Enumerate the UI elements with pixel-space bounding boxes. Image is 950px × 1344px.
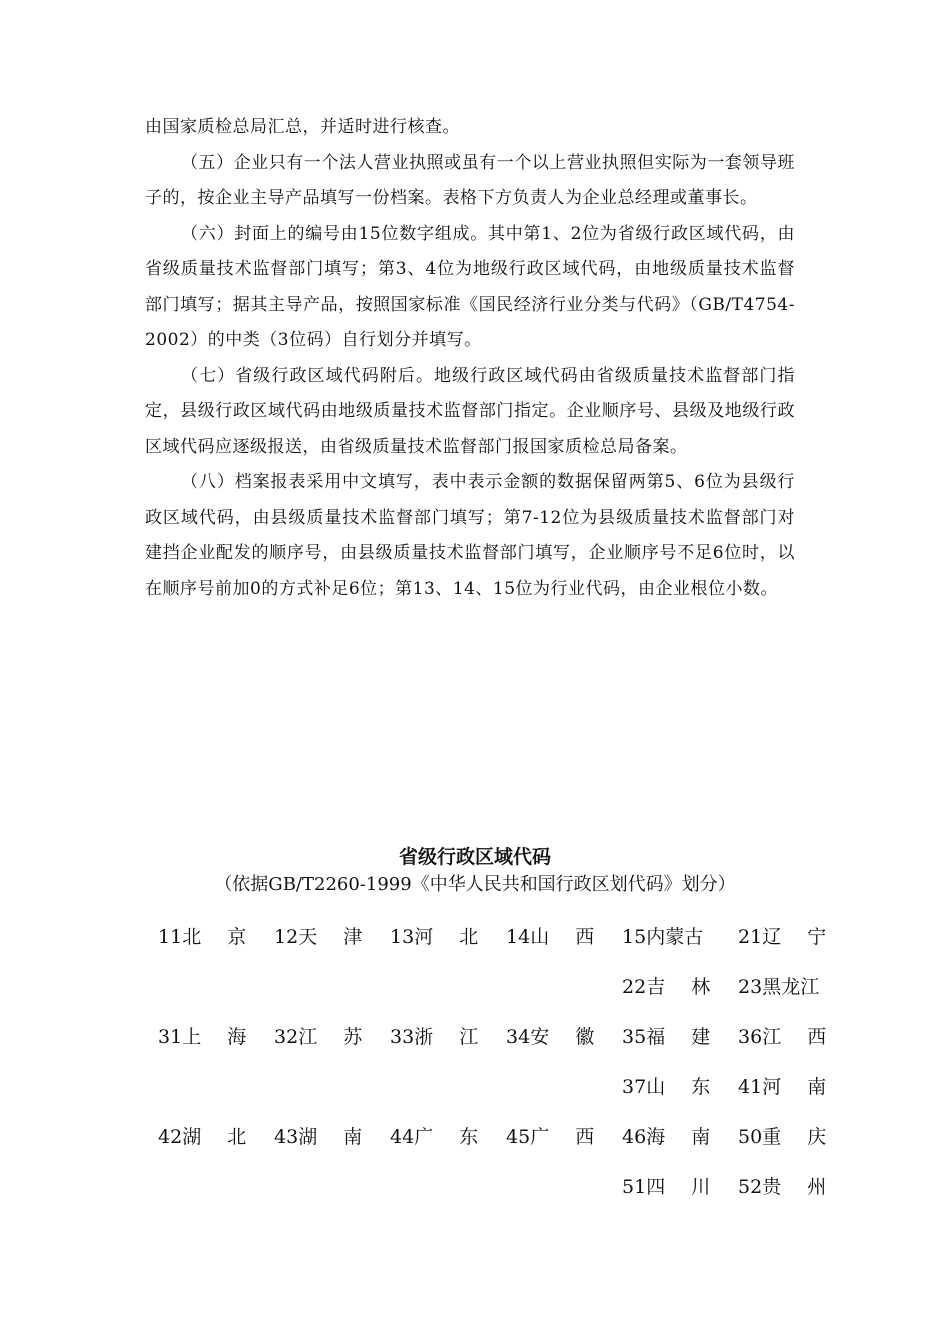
region-code: 34 <box>506 1026 531 1048</box>
region-name: 重庆 <box>762 1126 853 1148</box>
region-code: 33 <box>390 1026 415 1048</box>
codes-section-subtitle: （依据GB/T2260-1999《中华人民共和国行政区划代码》划分） <box>214 874 736 895</box>
region-code: 13 <box>390 926 415 948</box>
region-code-item <box>158 1018 272 1056</box>
instructions-body <box>145 110 795 607</box>
region-name: 湖北 <box>182 1126 273 1148</box>
region-name: 四川 <box>646 1176 737 1198</box>
region-name: 吉林 <box>646 976 737 998</box>
region-code: 45 <box>506 1126 531 1148</box>
region-code: 41 <box>738 1076 763 1098</box>
region-name: 江苏 <box>298 1026 389 1048</box>
region-code: 42 <box>158 1126 183 1148</box>
codes-section-title: 省级行政区域代码 <box>398 846 551 868</box>
region-code-item <box>506 918 620 956</box>
region-code: 11 <box>158 926 183 948</box>
region-code-item <box>274 1118 388 1156</box>
region-name: 内蒙古 <box>646 926 704 948</box>
region-code: 23 <box>738 976 763 998</box>
region-name: 湖南 <box>298 1126 389 1148</box>
region-code-item <box>390 1018 504 1056</box>
paragraph-item-8: （八）档案报表采用中文填写，表中表示金额的数据保留两第5、6位为县级行政区域代码，由县级质量技术监督部门填写；第7-12位为县级质量技术监督部门对建挡企业配发的顺序号，由县级质量技术监督部门填写，企业顺序号不足6位时，以在顺序号前加0的方式补足6位；第13、14、15位为行业代码，由企业根位小数。 <box>145 472 795 599</box>
region-name: 广东 <box>414 1126 505 1148</box>
region-code-item <box>506 1018 620 1056</box>
region-code: 21 <box>738 926 763 948</box>
region-code-item <box>738 1118 852 1156</box>
region-code: 51 <box>622 1176 647 1198</box>
paragraph-item-6: （六）封面上的编号由15位数字组成。其中第1、2位为省级行政区域代码，由省级质量技术监督部门填写；第3、4位为地级行政区域代码，由地级质量技术监督部门填写；据其主导产品，按照国家标准《国民经济行业分类与代码》（GB/T4754-2002）的中类（3位码）自行划分并填写。 <box>145 223 795 350</box>
region-name: 山西 <box>530 926 621 948</box>
region-code-item <box>506 1118 620 1156</box>
region-name: 海南 <box>646 1126 737 1148</box>
region-code: 15 <box>622 926 647 948</box>
region-code: 12 <box>274 926 299 948</box>
region-name: 上海 <box>182 1026 273 1048</box>
paragraph-item-7: （七）省级行政区域代码附后。地级行政区域代码由省级质量技术监督部门指定，县级行政区域代码由地级质量技术监督部门指定。企业顺序号、县级及地级行政区域代码应逐级报送，由省级质量技术监督部门报国家质检总局备案。 <box>145 365 795 457</box>
region-code-item <box>390 918 504 956</box>
region-code-item <box>158 918 272 956</box>
region-name: 安徽 <box>530 1026 621 1048</box>
region-code: 52 <box>738 1176 763 1198</box>
region-name: 辽宁 <box>762 926 853 948</box>
region-name: 北京 <box>182 926 273 948</box>
region-name: 江西 <box>762 1026 853 1048</box>
region-name: 河南 <box>762 1076 853 1098</box>
paragraph-continuation: 由国家质检总局汇总，并适时进行核查。 <box>145 117 460 137</box>
region-code-item <box>622 1068 736 1106</box>
region-code: 44 <box>390 1126 415 1148</box>
region-code-item <box>274 1018 388 1056</box>
region-code-item <box>738 918 852 956</box>
region-code-item <box>622 918 703 956</box>
region-code-item <box>622 1118 736 1156</box>
region-code-item <box>274 918 388 956</box>
region-code-item <box>738 968 819 1006</box>
region-name: 贵州 <box>762 1176 853 1198</box>
region-name: 广西 <box>530 1126 621 1148</box>
region-code: 37 <box>622 1076 647 1098</box>
region-code: 31 <box>158 1026 183 1048</box>
region-name: 浙江 <box>414 1026 505 1048</box>
region-name: 河北 <box>414 926 505 948</box>
region-code: 35 <box>622 1026 647 1048</box>
region-code-item <box>738 1068 852 1106</box>
paragraph-item-5: （五）企业只有一个法人营业执照或虽有一个以上营业执照但实际为一套领导班子的，按企业主导产品填写一份档案。表格下方负责人为企业总经理或董事长。 <box>145 152 795 208</box>
region-codes-grid <box>158 918 853 1218</box>
region-code: 22 <box>622 976 647 998</box>
region-code-item <box>738 1168 852 1206</box>
region-code: 46 <box>622 1126 647 1148</box>
region-code-item <box>622 1168 736 1206</box>
region-code: 14 <box>506 926 531 948</box>
region-code-item <box>622 968 736 1006</box>
region-code: 32 <box>274 1026 299 1048</box>
region-name: 福建 <box>646 1026 737 1048</box>
region-code: 50 <box>738 1126 763 1148</box>
region-code-item <box>622 1018 736 1056</box>
region-code-item <box>158 1118 272 1156</box>
region-name: 山东 <box>646 1076 737 1098</box>
region-code-item <box>390 1118 504 1156</box>
region-name: 天津 <box>298 926 389 948</box>
region-code-item <box>738 1018 852 1056</box>
region-code: 36 <box>738 1026 763 1048</box>
region-code: 43 <box>274 1126 299 1148</box>
region-name: 黑龙江 <box>762 976 820 998</box>
